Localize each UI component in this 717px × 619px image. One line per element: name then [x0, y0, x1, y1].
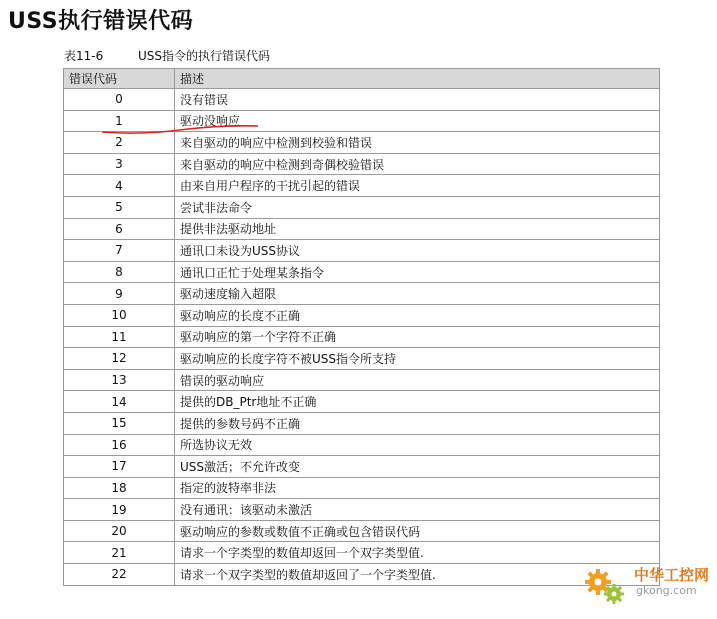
- error-code-cell: 14: [64, 391, 175, 413]
- table-row: [64, 434, 660, 456]
- table-row: [64, 196, 660, 218]
- error-code-cell: 9: [64, 283, 175, 305]
- description-cell: USS激活；不允许改变: [175, 456, 660, 478]
- description-cell: 提供非法驱动地址: [175, 218, 660, 240]
- table-row: [64, 326, 660, 348]
- error-code-cell: 17: [64, 456, 175, 478]
- gear-icon: [582, 566, 626, 606]
- description-cell: 驱动没响应: [175, 110, 660, 132]
- description-cell: 错误的驱动响应: [175, 369, 660, 391]
- description-cell: 请求一个双字类型的数值却返回了一个字类型值.: [175, 564, 660, 586]
- table-row: [64, 218, 660, 240]
- error-code-cell: 18: [64, 477, 175, 499]
- description-cell: 没有通讯：该驱动未激活: [175, 499, 660, 521]
- table-row: [64, 520, 660, 542]
- description-cell: 驱动响应的第一个字符不正确: [175, 326, 660, 348]
- table-row: [64, 175, 660, 197]
- error-code-cell: 13: [64, 369, 175, 391]
- error-code-cell: 22: [64, 564, 175, 586]
- table-row: [64, 391, 660, 413]
- error-code-cell: 15: [64, 412, 175, 434]
- table-caption: [64, 47, 270, 64]
- table-row: [64, 283, 660, 305]
- red-underline-annotation: [100, 118, 260, 138]
- table-row: [64, 153, 660, 175]
- error-code-cell: 8: [64, 261, 175, 283]
- description-cell: 提供的DB_Ptr地址不正确: [175, 391, 660, 413]
- table-row: [64, 240, 660, 262]
- header-description: 描述: [175, 69, 660, 89]
- error-code-cell: 10: [64, 304, 175, 326]
- watermark-cn-text: 中华工控网: [634, 566, 710, 584]
- error-code-cell: 19: [64, 499, 175, 521]
- error-code-cell: 6: [64, 218, 175, 240]
- table-header-row: [64, 69, 660, 89]
- error-code-cell: 0: [64, 89, 175, 111]
- error-code-cell: 4: [64, 175, 175, 197]
- error-code-cell: 3: [64, 153, 175, 175]
- error-code-cell: 11: [64, 326, 175, 348]
- table-row: [64, 412, 660, 434]
- description-cell: 由来自用户程序的干扰引起的错误: [175, 175, 660, 197]
- watermark: [576, 560, 716, 610]
- error-code-cell: 5: [64, 196, 175, 218]
- description-cell: 通讯口正忙于处理某条指令: [175, 261, 660, 283]
- description-cell: 提供的参数号码不正确: [175, 412, 660, 434]
- table-row: [64, 477, 660, 499]
- error-code-table: [63, 68, 660, 586]
- table-row: [64, 369, 660, 391]
- table-row: [64, 348, 660, 370]
- error-code-cell: 12: [64, 348, 175, 370]
- header-error-code: 错误代码: [64, 69, 175, 89]
- error-code-cell: 20: [64, 520, 175, 542]
- table-row: [64, 261, 660, 283]
- description-cell: 通讯口未设为USS协议: [175, 240, 660, 262]
- description-cell: 没有错误: [175, 89, 660, 111]
- table-row: [64, 304, 660, 326]
- description-cell: 尝试非法命令: [175, 196, 660, 218]
- table-number: 表11-6: [64, 49, 104, 63]
- table-caption-text: USS指令的执行错误代码: [138, 49, 271, 63]
- table-row: [64, 456, 660, 478]
- description-cell: 所选协议无效: [175, 434, 660, 456]
- error-code-cell: 16: [64, 434, 175, 456]
- description-cell: 来自驱动的响应中检测到校验和错误: [175, 132, 660, 154]
- description-cell: 来自驱动的响应中检测到奇偶校验错误: [175, 153, 660, 175]
- error-code-cell: 7: [64, 240, 175, 262]
- description-cell: 驱动响应的长度字符不被USS指令所支持: [175, 348, 660, 370]
- description-cell: 驱动响应的长度不正确: [175, 304, 660, 326]
- error-code-cell: 1: [64, 110, 175, 132]
- description-cell: 驱动响应的参数或数值不正确或包含错误代码: [175, 520, 660, 542]
- table-row: [64, 564, 660, 586]
- description-cell: 请求一个字类型的数值却返回一个双字类型值.: [175, 542, 660, 564]
- table-row: [64, 89, 660, 111]
- table-row: [64, 542, 660, 564]
- error-code-cell: 21: [64, 542, 175, 564]
- watermark-url: gkong.com: [636, 584, 697, 597]
- description-cell: 驱动速度输入超限: [175, 283, 660, 305]
- page-title: USS执行错误代码: [8, 9, 194, 34]
- table-row: [64, 499, 660, 521]
- error-code-cell: 2: [64, 132, 175, 154]
- description-cell: 指定的波特率非法: [175, 477, 660, 499]
